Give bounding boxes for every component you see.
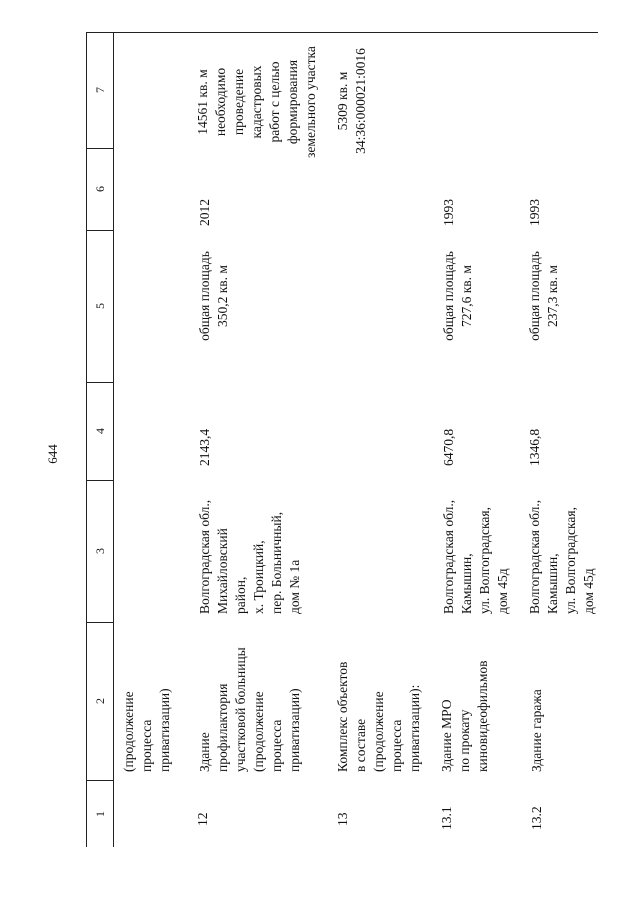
header-col-7: 7 — [93, 87, 107, 93]
header-col-6: 6 — [93, 186, 107, 192]
row-13-1-number: 13.1 — [439, 806, 454, 830]
header-col-4: 4 — [93, 428, 107, 434]
row-13-2-name: Здание гаража — [529, 689, 544, 772]
table-border-top — [86, 32, 598, 33]
header-col-1: 1 — [93, 811, 107, 817]
column-divider-5-6 — [86, 230, 114, 231]
column-divider-4-5 — [86, 382, 114, 383]
row-13-2-year: 1993 — [527, 199, 542, 226]
row-13-1-address: Волгоградская обл., Камышин, ул. Волгоградская, дом 45д — [441, 499, 510, 614]
row-13-2-area: общая площадь 237,3 кв. м — [527, 251, 560, 341]
row-13-2-number: 13.2 — [529, 806, 544, 830]
row-13-2-address: Волгоградская обл., Камышин, ул. Волгоградская, дом 45д — [527, 499, 596, 614]
row-12-year: 2012 — [197, 199, 212, 226]
row-13-1-area: общая площадь 727,6 кв. м — [441, 251, 474, 341]
header-row-bottom — [113, 32, 114, 847]
row-12-number: 12 — [195, 812, 210, 826]
header-col-2: 2 — [93, 698, 107, 704]
row-13-1-name: Здание МРО по прокату киновидеофильмов — [439, 660, 490, 772]
column-divider-6-7 — [86, 148, 114, 149]
row-13-number: 13 — [335, 812, 350, 826]
row-13-1-value: 6470,8 — [441, 428, 456, 466]
page-number — [44, 441, 62, 467]
row-13-note: 5309 кв. м 34:36:000021:0016 — [335, 48, 368, 154]
column-divider-1-2 — [86, 780, 114, 781]
column-divider-3-4 — [86, 480, 114, 481]
row-12-note: 14561 кв. м необходимо проведение кадастровых работ с целью формирования земельного участка — [195, 46, 318, 158]
row-12-area: общая площадь 350,2 кв. м — [197, 251, 230, 341]
column-divider-2-3 — [86, 622, 114, 623]
table-border-left — [86, 32, 87, 847]
row-13-name: Комплекс объектов в составе (продолжение процесса приватизации): — [335, 661, 422, 772]
row-12-value: 2143,4 — [197, 428, 212, 466]
header-col-5: 5 — [93, 303, 107, 309]
row-13-1-year: 1993 — [441, 199, 456, 226]
row-continued-name: (продолжение процесса приватизации) — [121, 688, 172, 772]
header-col-3: 3 — [93, 548, 107, 554]
row-13-2-value: 1346,8 — [527, 428, 542, 466]
row-12-address: Волгоградская обл., Михайловский район, х. Троицкий, пер. Больничный, дом № 1а — [197, 499, 302, 614]
row-12-name: Здание профилактория участковой больницы (продолжение процесса приватизации) — [197, 647, 302, 772]
page-number-text: 644 — [45, 444, 60, 464]
